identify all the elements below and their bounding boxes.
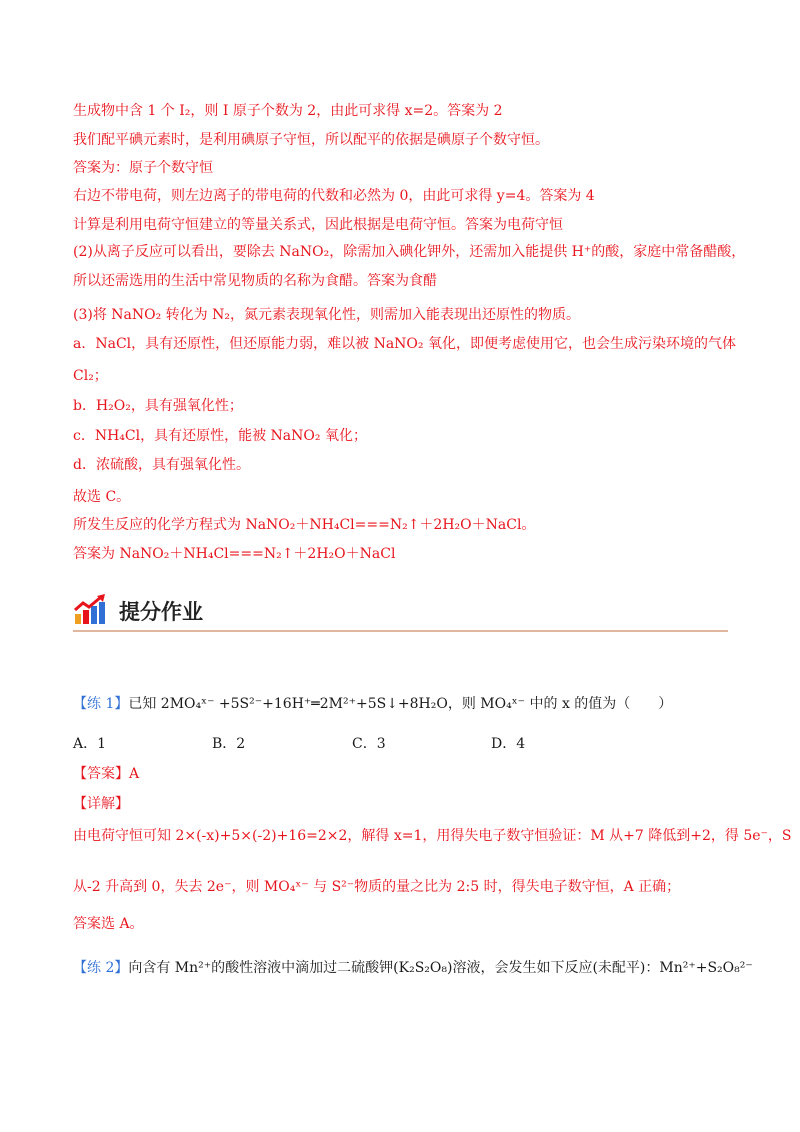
- solution-line: (3)将 NaNO₂ 转化为 N₂，氮元素表现氧化性，则需加入能表现出还原性的物质。: [73, 307, 580, 323]
- option-c: C．3: [352, 736, 386, 752]
- exercise-1-stem: [73, 694, 672, 714]
- exercise-1-tag: 【练 1】: [73, 696, 129, 712]
- solution-line: 答案为：原子个数守恒: [73, 160, 213, 176]
- solution-line: 右边不带电荷，则左边离子的带电荷的代数和必然为 0，由此可求得 y=4。答案为 4: [73, 188, 595, 204]
- exercise-2-stem: [73, 958, 753, 978]
- exercise-2-text: 向含有 Mn²⁺的酸性溶液中滴加过二硫酸钾(K₂S₂O₈)溶液，会发生如下反应(未配平)：Mn²⁺+S₂O₈²⁻: [128, 960, 753, 976]
- exercise-2-tag: 【练 2】: [73, 960, 129, 976]
- solution-line: 答案为 NaNO₂＋NH₄Cl===N₂↑＋2H₂O＋NaCl: [73, 546, 396, 562]
- section-title: 提分作业: [119, 600, 203, 624]
- rising-chart-icon: [73, 594, 107, 626]
- solution-line: 生成物中含 1 个 I₂，则 I 原子个数为 2，由此可求得 x=2。答案为 2: [73, 103, 503, 119]
- option-d: D．4: [491, 736, 526, 752]
- exercise-1-text: 已知 2MO₄ˣ⁻ +5S²⁻+16H⁺═2M²⁺+5S↓+8H₂O，则 MO₄ˣ⁻ 中的 x 的值为（ ）: [128, 696, 673, 712]
- exercise-1-detail-line: 从-2 升高到 0，失去 2e⁻，则 MO₄ˣ⁻ 与 S²⁻物质的量之比为 2:5 时，得失电子数守恒，A 正确；: [73, 879, 681, 895]
- exercise-1-answer: 【答案】A: [73, 766, 140, 782]
- solution-line: b．H₂O₂，具有强氧化性；: [73, 398, 243, 414]
- solution-line: 所发生反应的化学方程式为 NaNO₂＋NH₄Cl===N₂↑＋2H₂O＋NaCl。: [73, 517, 536, 533]
- solution-line: 我们配平碘元素时，是利用碘原子守恒，所以配平的依据是碘原子个数守恒。: [73, 132, 549, 148]
- solution-line: 计算是利用电荷守恒建立的等量关系式，因此根据是电荷守恒。答案为电荷守恒: [73, 217, 563, 233]
- section-heading: [73, 592, 728, 632]
- exercise-1-detail-label: 【详解】: [73, 796, 129, 812]
- solution-line: a．NaCl，具有还原性，但还原能力弱，难以被 NaNO₂ 氧化，即便考虑使用它，也会生成污染环境的气体: [73, 336, 736, 352]
- option-a: A．1: [73, 736, 107, 752]
- solution-line: c．NH₄Cl，具有还原性，能被 NaNO₂ 氧化；: [73, 428, 367, 444]
- option-b: B．2: [212, 736, 246, 752]
- solution-line: (2)从离子反应可以看出，要除去 NaNO₂，除需加入碘化钾外，还需加入能提供 H⁺的酸，家庭中常备醋酸，: [73, 244, 746, 260]
- exercise-1-detail-line: 答案选 A。: [73, 916, 144, 932]
- solution-line: Cl₂；: [73, 368, 108, 384]
- solution-line: d．浓硫酸，具有强氧化性。: [73, 457, 250, 473]
- section-divider: [73, 630, 728, 632]
- solution-line: 所以还需选用的生活中常见物质的名称为食醋。答案为食醋: [73, 273, 437, 289]
- solution-line: 故选 C。: [73, 489, 131, 505]
- exercise-1-detail-line: 由电荷守恒可知 2×(-x)+5×(-2)+16=2×2，解得 x=1，用得失电子数守恒验证：M 从+7 降低到+2，得 5e⁻，S: [73, 828, 792, 844]
